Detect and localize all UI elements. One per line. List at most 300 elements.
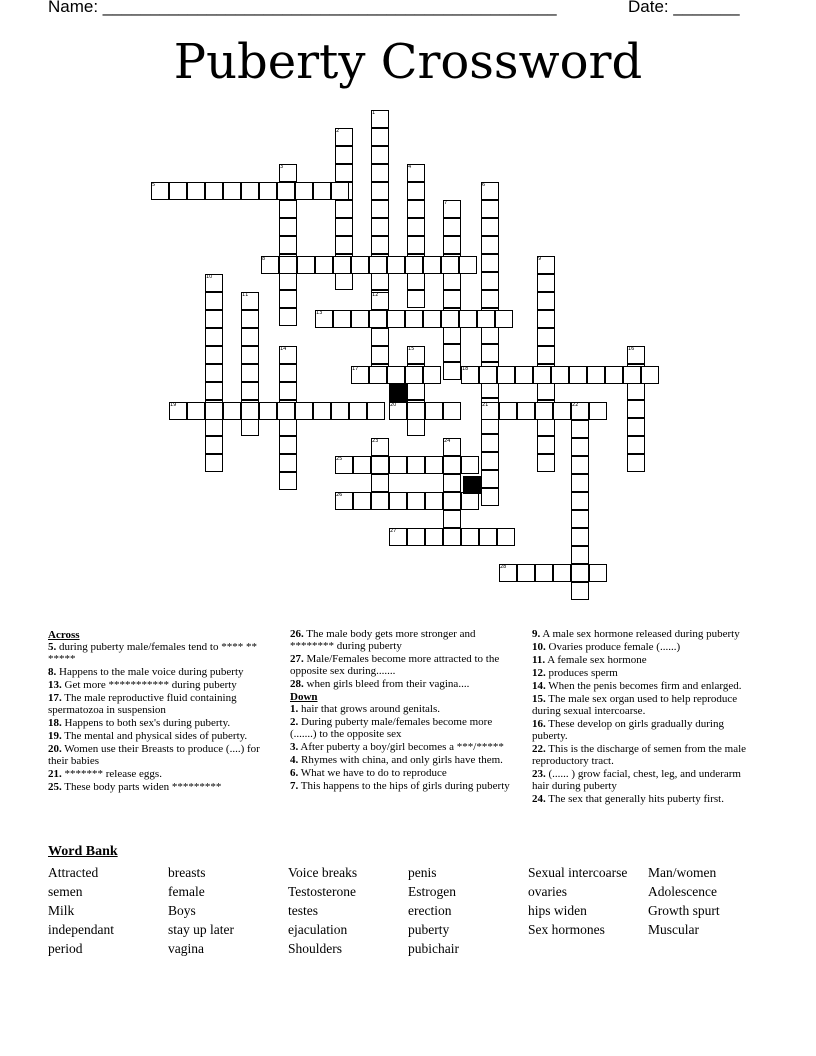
- clue-number: 16.: [532, 718, 546, 730]
- clue-number: 4.: [290, 754, 299, 766]
- clue-number: 15.: [532, 693, 546, 705]
- clue: [290, 741, 516, 753]
- crossword-cell[interactable]: [295, 182, 313, 200]
- crossword-cell[interactable]: [407, 528, 425, 546]
- crossword-cell[interactable]: [297, 256, 315, 274]
- clue-text: Male/Females become more attracted to the opposite sex during.......: [290, 653, 500, 677]
- crossword-cell[interactable]: [371, 474, 389, 492]
- crossword-cell[interactable]: [259, 402, 277, 420]
- crossword-cell[interactable]: [331, 402, 349, 420]
- crossword-cell[interactable]: [515, 366, 533, 384]
- crossword-cell[interactable]: [389, 456, 407, 474]
- crossword-cell[interactable]: [461, 492, 479, 510]
- clue-text: This happens to the hips of girls during puberty: [298, 780, 510, 792]
- crossword-cell[interactable]: [371, 272, 389, 290]
- crossword-cell[interactable]: [537, 418, 555, 436]
- clue-number: 2.: [290, 716, 299, 728]
- clue-number: 17.: [48, 692, 62, 704]
- crossword-cell[interactable]: [443, 290, 461, 308]
- clue: [532, 654, 758, 666]
- crossword-cell[interactable]: [571, 438, 589, 456]
- clue-number: 19.: [48, 730, 62, 742]
- crossword-cell[interactable]: [407, 182, 425, 200]
- crossword-cell[interactable]: [479, 528, 497, 546]
- crossword-cell[interactable]: [387, 366, 405, 384]
- crossword-cell[interactable]: [279, 454, 297, 472]
- crossword-cell[interactable]: [517, 402, 535, 420]
- word-bank-item: Adolescence: [648, 884, 717, 899]
- clue: [290, 754, 516, 766]
- crossword-cell[interactable]: [371, 236, 389, 254]
- crossword-cell[interactable]: [371, 164, 389, 182]
- clue-text: (...... ) grow facial, chest, leg, and underarm hair during puberty: [532, 768, 741, 792]
- crossword-cell[interactable]: [205, 382, 223, 400]
- clue-number: 24.: [532, 793, 546, 805]
- crossword-cell[interactable]: [241, 182, 259, 200]
- crossword-cell[interactable]: [389, 492, 407, 510]
- clue-text: The mental and physical sides of puberty.: [61, 730, 248, 742]
- cell-number: 17: [352, 366, 359, 372]
- crossword-cell[interactable]: [571, 546, 589, 564]
- cell-number: 23: [372, 438, 379, 444]
- crossword-cell[interactable]: [335, 164, 353, 182]
- crossword-cell[interactable]: [459, 256, 477, 274]
- crossword-cell[interactable]: [205, 418, 223, 436]
- crossword-cell[interactable]: [623, 366, 641, 384]
- clue-text: What we have to do to reproduce: [298, 767, 447, 779]
- crossword-cell[interactable]: [407, 492, 425, 510]
- crossword-cell[interactable]: [481, 470, 499, 488]
- crossword-cell[interactable]: [371, 146, 389, 164]
- crossword-cell[interactable]: [205, 310, 223, 328]
- crossword-cell[interactable]: [241, 310, 259, 328]
- crossword-cell[interactable]: [441, 256, 459, 274]
- crossword-cell[interactable]: [537, 274, 555, 292]
- crossword-cell[interactable]: [407, 200, 425, 218]
- page-title: Puberty Crossword: [173, 34, 643, 90]
- crossword-cell[interactable]: [537, 382, 555, 400]
- word-bank-item: penis: [408, 865, 437, 880]
- crossword-cell[interactable]: [443, 326, 461, 344]
- crossword-cell[interactable]: [279, 256, 297, 274]
- crossword-cell[interactable]: [517, 564, 535, 582]
- crossword-cell[interactable]: [405, 256, 423, 274]
- crossword-cell[interactable]: [641, 366, 659, 384]
- clues-column-2: [290, 628, 516, 793]
- crossword-cell[interactable]: [425, 402, 443, 420]
- crossword-cell[interactable]: [569, 366, 587, 384]
- crossword-cell[interactable]: [537, 346, 555, 364]
- crossword-cell[interactable]: [441, 310, 459, 328]
- cell-number: 24: [444, 438, 451, 444]
- word-bank-item: vagina: [168, 941, 204, 956]
- crossword-cell[interactable]: [351, 310, 369, 328]
- word-bank-heading: Word Bank: [48, 844, 118, 859]
- name-field-label: Name: ________________________________________________: [48, 0, 557, 16]
- crossword-cell[interactable]: [537, 310, 555, 328]
- crossword-cell[interactable]: [405, 366, 423, 384]
- crossword-cell[interactable]: [241, 364, 259, 382]
- crossword-cell[interactable]: [279, 290, 297, 308]
- clue-text: hair that grows around genitals.: [298, 703, 440, 715]
- crossword-cell[interactable]: [571, 582, 589, 600]
- clue: [532, 768, 758, 792]
- word-bank-item: Estrogen: [408, 884, 456, 899]
- crossword-cell[interactable]: [481, 344, 499, 362]
- clue-number: 13.: [48, 679, 62, 691]
- crossword-cell[interactable]: [387, 310, 405, 328]
- crossword-cell[interactable]: [313, 182, 331, 200]
- crossword-cell[interactable]: [367, 402, 385, 420]
- crossword-cell[interactable]: [627, 454, 645, 472]
- crossword-cell[interactable]: [277, 402, 295, 420]
- crossword-cell[interactable]: [443, 344, 461, 362]
- crossword-cell[interactable]: [371, 456, 389, 474]
- crossword-cell[interactable]: [279, 418, 297, 436]
- crossword-cell[interactable]: [589, 402, 607, 420]
- crossword-cell[interactable]: [481, 326, 499, 344]
- crossword-cell[interactable]: [571, 420, 589, 438]
- crossword-cell[interactable]: [407, 456, 425, 474]
- crossword-cell[interactable]: [571, 492, 589, 510]
- word-bank-item: hips widen: [528, 903, 587, 918]
- crossword-cell[interactable]: [371, 128, 389, 146]
- crossword-cell[interactable]: [481, 254, 499, 272]
- clue-text: The male body gets more stronger and ******** during puberty: [290, 628, 476, 652]
- crossword-cell[interactable]: [187, 182, 205, 200]
- crossword-cell[interactable]: [537, 328, 555, 346]
- crossword-cell[interactable]: [371, 200, 389, 218]
- crossword-cell[interactable]: [407, 402, 425, 420]
- crossword-black-cell: [463, 476, 481, 494]
- crossword-cell[interactable]: [443, 510, 461, 528]
- crossword-cell[interactable]: [279, 236, 297, 254]
- crossword-cell[interactable]: [481, 452, 499, 470]
- crossword-cell[interactable]: [443, 362, 461, 380]
- crossword-cell[interactable]: [205, 346, 223, 364]
- cell-number: 5: [152, 182, 156, 188]
- crossword-cell[interactable]: [223, 402, 241, 420]
- crossword-cell[interactable]: [405, 310, 423, 328]
- clue-number: 14.: [532, 680, 546, 692]
- crossword-cell[interactable]: [205, 292, 223, 310]
- crossword-cell[interactable]: [407, 382, 425, 400]
- word-bank-item: ovaries: [528, 884, 567, 899]
- word-bank-item: semen: [48, 884, 83, 899]
- crossword-cell[interactable]: [533, 366, 551, 384]
- crossword-cell[interactable]: [551, 366, 569, 384]
- crossword-cell[interactable]: [205, 182, 223, 200]
- crossword-cell[interactable]: [279, 436, 297, 454]
- crossword-cell[interactable]: [205, 402, 223, 420]
- crossword-cell[interactable]: [425, 492, 443, 510]
- cell-number: 2: [336, 128, 340, 134]
- crossword-cell[interactable]: [425, 528, 443, 546]
- clue-number: 9.: [532, 628, 541, 640]
- crossword-cell[interactable]: [481, 290, 499, 308]
- clue-number: 5.: [48, 641, 57, 653]
- clue-number: 10.: [532, 641, 546, 653]
- word-bank-item: Attracted: [48, 865, 99, 880]
- crossword-cell[interactable]: [279, 308, 297, 326]
- word-bank-item: Voice breaks: [288, 865, 358, 880]
- clue: [48, 679, 274, 691]
- clue-text: The sex that generally hits puberty first.: [545, 793, 724, 805]
- crossword-cell[interactable]: [627, 418, 645, 436]
- crossword-cell[interactable]: [407, 218, 425, 236]
- crossword-cell[interactable]: [371, 346, 389, 364]
- crossword-cell[interactable]: [241, 382, 259, 400]
- crossword-cell[interactable]: [169, 182, 187, 200]
- clue: [532, 628, 758, 640]
- word-bank-item: ejaculation: [288, 922, 348, 937]
- crossword-cell[interactable]: [279, 364, 297, 382]
- clue: [290, 780, 516, 792]
- crossword-cell[interactable]: [279, 382, 297, 400]
- crossword-cell[interactable]: [205, 328, 223, 346]
- crossword-cell[interactable]: [481, 488, 499, 506]
- word-bank-item: Milk: [48, 903, 75, 918]
- crossword-cell[interactable]: [205, 454, 223, 472]
- cell-number: 26: [336, 492, 343, 498]
- crossword-cell[interactable]: [241, 346, 259, 364]
- crossword-cell[interactable]: [351, 256, 369, 274]
- clue-text: during puberty male/females tend to **** ** *****: [48, 641, 257, 665]
- crossword-black-cell: [389, 384, 407, 402]
- crossword-cell[interactable]: [333, 310, 351, 328]
- crossword-cell[interactable]: [443, 456, 461, 474]
- crossword-cell[interactable]: [627, 400, 645, 418]
- clue: [532, 680, 758, 692]
- date-field-label: Date: _______: [628, 0, 740, 16]
- cell-number: 10: [206, 274, 213, 280]
- crossword-cell[interactable]: [499, 402, 517, 420]
- crossword-cell[interactable]: [313, 402, 331, 420]
- crossword-cell[interactable]: [477, 310, 495, 328]
- crossword-cell[interactable]: [277, 182, 295, 200]
- clue-number: 11.: [532, 654, 546, 666]
- clue-number: 8.: [48, 666, 57, 678]
- crossword-cell[interactable]: [537, 292, 555, 310]
- crossword-cell[interactable]: [315, 256, 333, 274]
- crossword-cell[interactable]: [387, 256, 405, 274]
- clues-column-3: [532, 628, 758, 806]
- cell-number: 15: [408, 346, 415, 352]
- crossword-cell[interactable]: [369, 256, 387, 274]
- clue-text: Rhymes with china, and only girls have them.: [298, 754, 503, 766]
- crossword-cell[interactable]: [443, 528, 461, 546]
- cell-number: 25: [336, 456, 343, 462]
- crossword-cell[interactable]: [571, 474, 589, 492]
- clue: [48, 666, 274, 678]
- crossword-cell[interactable]: [241, 418, 259, 436]
- crossword-cell[interactable]: [443, 492, 461, 510]
- crossword-cell[interactable]: [371, 182, 389, 200]
- down-clue-list: [290, 703, 516, 792]
- crossword-cell[interactable]: [443, 236, 461, 254]
- clue-text: A female sex hormone: [545, 654, 647, 666]
- crossword-cell[interactable]: [443, 402, 461, 420]
- cell-number: 19: [170, 402, 177, 408]
- cell-number: 14: [280, 346, 287, 352]
- crossword-cell[interactable]: [423, 256, 441, 274]
- crossword-cell[interactable]: [479, 366, 497, 384]
- clue: [290, 703, 516, 715]
- crossword-cell[interactable]: [331, 182, 349, 200]
- crossword-cell[interactable]: [571, 528, 589, 546]
- crossword-cell[interactable]: [481, 272, 499, 290]
- crossword-cell[interactable]: [205, 436, 223, 454]
- word-bank-item: erection: [408, 903, 452, 918]
- clue: [290, 716, 516, 740]
- crossword-cell[interactable]: [423, 310, 441, 328]
- clue: [48, 743, 274, 767]
- crossword-cell[interactable]: [425, 456, 443, 474]
- clues-column-1: [48, 628, 274, 794]
- crossword-cell[interactable]: [571, 564, 589, 582]
- clue-text: These body parts widen *********: [61, 781, 222, 793]
- crossword-cell[interactable]: [371, 218, 389, 236]
- clue-text: A male sex hormone released during puberty: [540, 628, 740, 640]
- crossword-cell[interactable]: [481, 200, 499, 218]
- crossword-cell[interactable]: [353, 492, 371, 510]
- clue-number: 12.: [532, 667, 546, 679]
- crossword-cell[interactable]: [443, 218, 461, 236]
- crossword-cell[interactable]: [459, 310, 477, 328]
- cell-number: 21: [482, 402, 489, 408]
- cell-number: 1: [372, 110, 376, 116]
- crossword-cell[interactable]: [333, 256, 351, 274]
- crossword-cell[interactable]: [553, 402, 571, 420]
- clue: [532, 693, 758, 717]
- crossword-cell[interactable]: [537, 436, 555, 454]
- crossword-cell[interactable]: [205, 364, 223, 382]
- clue-number: 7.: [290, 780, 299, 792]
- crossword-cell[interactable]: [443, 272, 461, 290]
- cell-number: 27: [390, 528, 397, 534]
- clue: [532, 667, 758, 679]
- crossword-cell[interactable]: [279, 218, 297, 236]
- crossword-cell[interactable]: [627, 382, 645, 400]
- clue: [48, 781, 274, 793]
- word-bank-item: Testosterone: [288, 884, 357, 899]
- word-bank-item: Sexual intercoarse: [528, 865, 628, 880]
- crossword-cell[interactable]: [241, 328, 259, 346]
- clue: [48, 730, 274, 742]
- clue: [48, 692, 274, 716]
- crossword-cell[interactable]: [295, 402, 313, 420]
- word-bank: [48, 863, 768, 958]
- crossword-cell[interactable]: [259, 182, 277, 200]
- crossword-cell[interactable]: [535, 402, 553, 420]
- crossword-cell[interactable]: [407, 272, 425, 290]
- crossword-cell[interactable]: [605, 366, 623, 384]
- crossword-cell[interactable]: [571, 456, 589, 474]
- crossword-cell[interactable]: [335, 200, 353, 218]
- crossword-cell[interactable]: [587, 366, 605, 384]
- crossword-cell[interactable]: [241, 402, 259, 420]
- crossword-cell[interactable]: [335, 218, 353, 236]
- crossword-cell[interactable]: [279, 472, 297, 490]
- clue-number: 28.: [290, 678, 304, 690]
- cell-number: 13: [316, 310, 323, 316]
- cell-number: 8: [262, 256, 266, 262]
- crossword-cell[interactable]: [423, 366, 441, 384]
- crossword-cell[interactable]: [571, 510, 589, 528]
- clue: [48, 717, 274, 729]
- crossword-cell[interactable]: [407, 290, 425, 308]
- across-heading: Across: [48, 629, 80, 641]
- clue-text: Women use their Breasts to produce (....) for their babies: [48, 743, 260, 767]
- crossword-cell[interactable]: [627, 436, 645, 454]
- cell-number: 11: [242, 292, 249, 298]
- clue-number: 1.: [290, 703, 299, 715]
- clue: [290, 678, 516, 690]
- word-bank-item: Growth spurt: [648, 903, 720, 918]
- crossword-cell[interactable]: [553, 564, 571, 582]
- crossword-cell[interactable]: [481, 434, 499, 452]
- crossword-cell[interactable]: [279, 200, 297, 218]
- crossword-cell[interactable]: [335, 146, 353, 164]
- down-heading: Down: [290, 691, 318, 703]
- crossword-cell[interactable]: [335, 236, 353, 254]
- crossword-cell[interactable]: [371, 328, 389, 346]
- crossword-cell[interactable]: [443, 474, 461, 492]
- crossword-cell[interactable]: [353, 456, 371, 474]
- clue-number: 6.: [290, 767, 299, 779]
- crossword-cell[interactable]: [279, 272, 297, 290]
- crossword-cell[interactable]: [461, 528, 479, 546]
- across-clue-list-cont: [290, 628, 516, 690]
- crossword-cell[interactable]: [589, 564, 607, 582]
- word-bank-item: stay up later: [168, 922, 234, 937]
- cell-number: 3: [280, 164, 284, 170]
- crossword-cell[interactable]: [535, 564, 553, 582]
- clue-number: 3.: [290, 741, 299, 753]
- clue-number: 26.: [290, 628, 304, 640]
- crossword-cell[interactable]: [349, 402, 367, 420]
- clue-number: 23.: [532, 768, 546, 780]
- word-bank-item: breasts: [168, 865, 206, 880]
- crossword-cell[interactable]: [407, 236, 425, 254]
- clue-text: After puberty a boy/girl becomes a ***/*****: [298, 741, 504, 753]
- clue: [532, 793, 758, 805]
- clue-number: 18.: [48, 717, 62, 729]
- clue-text: Happens to both sex's during puberty.: [61, 717, 231, 729]
- clue-number: 20.: [48, 743, 62, 755]
- crossword-cell[interactable]: [537, 454, 555, 472]
- crossword-cell[interactable]: [497, 528, 515, 546]
- crossword-cell[interactable]: [187, 402, 205, 420]
- word-bank-item: female: [168, 884, 205, 899]
- crossword-cell[interactable]: [461, 456, 479, 474]
- word-bank-item: Boys: [168, 903, 196, 918]
- crossword-cell[interactable]: [369, 310, 387, 328]
- crossword-cell[interactable]: [495, 310, 513, 328]
- crossword-cell[interactable]: [369, 366, 387, 384]
- crossword-cell[interactable]: [223, 182, 241, 200]
- crossword-cell[interactable]: [407, 418, 425, 436]
- crossword-cell[interactable]: [497, 366, 515, 384]
- crossword-cell[interactable]: [481, 236, 499, 254]
- crossword-cell[interactable]: [371, 492, 389, 510]
- word-bank-item: testes: [288, 903, 318, 918]
- crossword-cell[interactable]: [481, 218, 499, 236]
- clue-text: when girls bleed from their vagina....: [303, 678, 470, 690]
- cell-number: 9: [538, 256, 542, 262]
- crossword-cell[interactable]: [335, 272, 353, 290]
- clue-text: ******* release eggs.: [61, 768, 162, 780]
